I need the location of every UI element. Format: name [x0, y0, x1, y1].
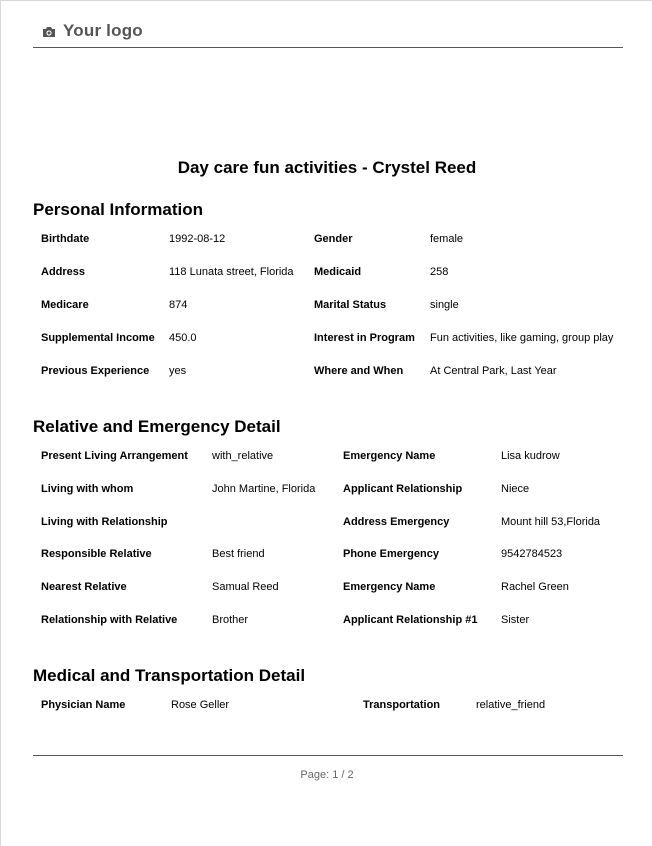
field-label: Applicant Relationship — [343, 483, 463, 495]
field-value: yes — [169, 365, 187, 377]
field-value: relative_friend — [476, 699, 546, 711]
field-label: Present Living Arrangement — [41, 450, 188, 462]
field-value: Mount hill 53,Florida — [501, 516, 601, 528]
field-label: Gender — [314, 233, 353, 245]
field-value: 258 — [430, 266, 449, 278]
field-label: Where and When — [314, 365, 404, 377]
field-label: Medicaid — [314, 266, 362, 278]
logo — [42, 21, 143, 41]
field-value: female — [430, 233, 464, 245]
field-label: Applicant Relationship #1 — [343, 614, 478, 626]
relative-emergency-heading: Relative and Emergency Detail — [33, 417, 281, 436]
field-label: Birthdate — [41, 233, 90, 245]
field-label: Physician Name — [41, 699, 126, 711]
field-value: Niece — [501, 483, 530, 495]
field-value: Rachel Green — [501, 581, 569, 593]
field-label: Marital Status — [314, 299, 387, 311]
camera-icon — [42, 25, 56, 37]
field-label: Supplemental Income — [41, 332, 155, 344]
field-value: 450.0 — [169, 332, 197, 344]
field-value: At Central Park, Last Year — [430, 365, 557, 377]
field-value: Sister — [501, 614, 530, 626]
field-label: Transportation — [363, 699, 441, 711]
field-label: Previous Experience — [41, 365, 150, 377]
field-value: Fun activities, like gaming, group play — [430, 332, 614, 344]
field-value: 118 Lunata street, Florida — [169, 266, 294, 278]
field-label: Responsible Relative — [41, 548, 152, 560]
field-label: Emergency Name — [343, 450, 436, 462]
header-divider — [33, 47, 623, 48]
field-label: Address Emergency — [343, 516, 450, 528]
field-value: 1992-08-12 — [169, 233, 226, 245]
field-value: Brother — [212, 614, 249, 626]
field-value: Samual Reed — [212, 581, 279, 593]
field-value: John Martine, Florida — [212, 483, 316, 495]
page-number: Page: 1 / 2 — [300, 769, 354, 781]
field-label: Phone Emergency — [343, 548, 439, 560]
field-value: 9542784523 — [501, 548, 563, 560]
field-value: 874 — [169, 299, 188, 311]
field-label: Emergency Name — [343, 581, 436, 593]
field-label: Living with whom — [41, 483, 134, 495]
field-label: Nearest Relative — [41, 581, 127, 593]
field-value: Best friend — [212, 548, 265, 560]
field-label: Relationship with Relative — [41, 614, 178, 626]
document-title: Day care fun activities - Crystel Reed — [177, 158, 477, 177]
field-label: Address — [41, 266, 86, 278]
medical-transportation-heading: Medical and Transportation Detail — [33, 666, 306, 685]
field-label: Medicare — [41, 299, 89, 311]
field-value: with_relative — [212, 450, 274, 462]
field-label: Interest in Program — [314, 332, 415, 344]
field-value: Lisa kudrow — [501, 450, 560, 462]
footer-divider — [33, 755, 623, 756]
field-value: Rose Geller — [171, 699, 230, 711]
field-label: Living with Relationship — [41, 516, 168, 528]
personal-information-heading: Personal Information — [33, 200, 204, 219]
logo-text: Your logo — [63, 21, 143, 40]
field-value: single — [430, 299, 459, 311]
